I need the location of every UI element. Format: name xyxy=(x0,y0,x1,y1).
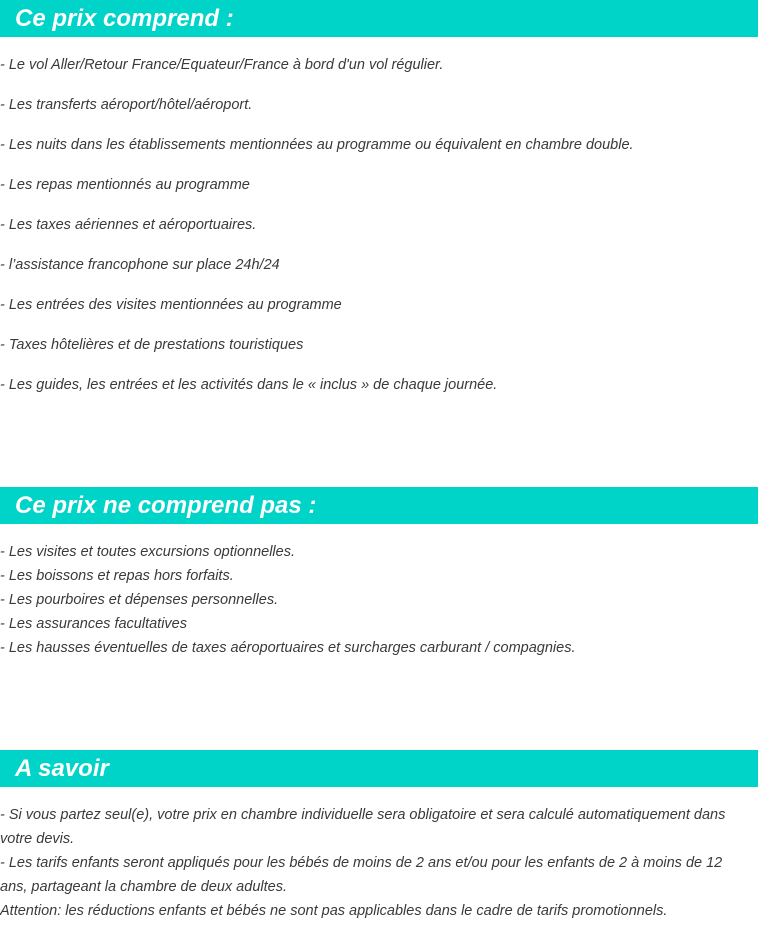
included-item: - Les repas mentionnés au programme xyxy=(0,177,250,193)
to-know-body xyxy=(0,803,752,923)
not-included-item: - Les assurances facultatives xyxy=(0,616,187,632)
not-included-item: - Les visites et toutes excursions optionnelles. xyxy=(0,544,295,560)
included-item: - Le vol Aller/Retour France/Equateur/France à bord d'un vol régulier. xyxy=(0,57,444,73)
not-included-item: - Les pourboires et dépenses personnelles. xyxy=(0,592,279,608)
included-item: - l’assistance francophone sur place 24h/24 xyxy=(0,257,280,273)
to-know-section-title: A savoir xyxy=(0,750,758,787)
included-item: - Les guides, les entrées et les activités dans le « inclus » de chaque journée. xyxy=(0,377,498,393)
not-included-item: - Les boissons et repas hors forfaits. xyxy=(0,568,234,584)
included-section-title: Ce prix comprend : xyxy=(0,0,758,37)
included-item: - Taxes hôtelières et de prestations touristiques xyxy=(0,337,304,353)
to-know-item: Attention: les réductions enfants et bébés ne sont pas applicables dans le cadre de tarifs promotionnels. xyxy=(0,903,668,919)
not-included-item: - Les hausses éventuelles de taxes aéroportuaires et surcharges carburant / compagnies. xyxy=(0,640,576,656)
to-know-item: - Les tarifs enfants seront appliqués pour les bébés de moins de 2 ans et/ou pour les enfants de 2 à moins de 12 ans, partageant la chambre de deux adultes. xyxy=(0,855,723,895)
included-item: - Les entrées des visites mentionnées au programme xyxy=(0,297,342,313)
included-item: - Les nuits dans les établissements mentionnées au programme ou équivalent en chambre double. xyxy=(0,137,634,153)
included-item: - Les taxes aériennes et aéroportuaires. xyxy=(0,217,257,233)
included-item: - Les transferts aéroport/hôtel/aéroport. xyxy=(0,97,253,113)
not-included-section-title: Ce prix ne comprend pas : xyxy=(0,487,758,524)
to-know-item: - Si vous partez seul(e), votre prix en chambre individuelle sera obligatoire et sera calculé automatiquement dans votre devis. xyxy=(0,807,726,847)
